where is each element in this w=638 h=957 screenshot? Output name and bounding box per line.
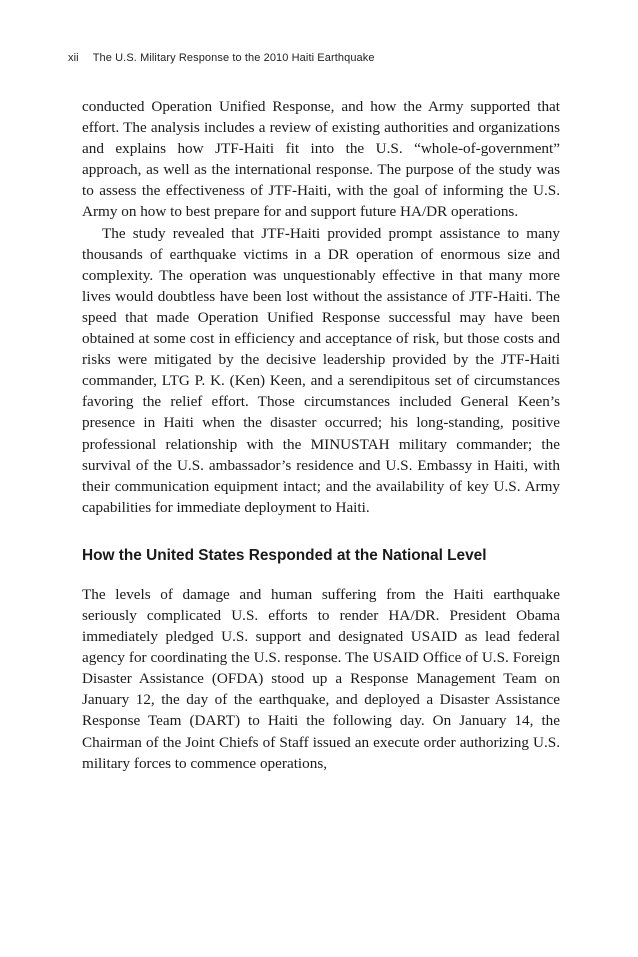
paragraph-continued: conducted Operation Unified Response, and how the Army supported that effort. The analysis includes a review of existing authorities and organizations and explains how JTF-Haiti fit into the U.S. “whole-of-government” approach, as well as the international response. The purpose of the study was to assess the effectiveness of JTF-Haiti, with the goal of informing the U.S. Army on how to best prepare for and support future HA/DR operations.: [82, 98, 560, 221]
section-heading: How the United States Responded at the National Level: [82, 546, 487, 564]
page-body: [82, 96, 560, 774]
paragraph-study-findings: The study revealed that JTF-Haiti provided prompt assistance to many thousands of earthquake victims in a DR operation of enormous size and complexity. The operation was unquestionably effective in that many more lives would doubtless have been lost without the assistance of JTF-Haiti. The speed that made Operation Unified Response successful may have been obtained at some cost in efficiency and acceptance of risk, but those costs and risks were mitigated by the decisive leadership provided by the JTF-Haiti commander, LTG P. K. (Ken) Keen, and a serendipitous set of circumstances favoring the relief effort. Those circumstances included General Keen’s presence in Haiti when the disaster occurred; his long-standing, positive professional relationship with the MINUSTAH military commander; the survival of the U.S. ambassador’s residence and U.S. Embassy in Haiti, with their communication equipment intact; and the availability of key U.S. Army capabilities for immediate deployment to Haiti.: [82, 224, 560, 516]
paragraph-national-response: The levels of damage and human suffering from the Haiti earthquake seriously complicated U.S. efforts to render HA/DR. President Obama immediately pledged U.S. support and designated USAID as lead federal agency for coordinating the U.S. response. The USAID Office of U.S. Foreign Disaster Assistance (OFDA) stood up a Response Management Team on January 12, the day of the earthquake, and deployed a Disaster Assistance Response Team (DART) to Haiti the following day. On January 14, the Chairman of the Joint Chiefs of Staff issued an execute order authorizing U.S. military forces to commence operations,: [82, 585, 560, 772]
running-title: The U.S. Military Response to the 2010 Haiti Earthquake: [92, 52, 375, 64]
running-head: [68, 52, 375, 64]
page-number: xii: [68, 52, 79, 64]
